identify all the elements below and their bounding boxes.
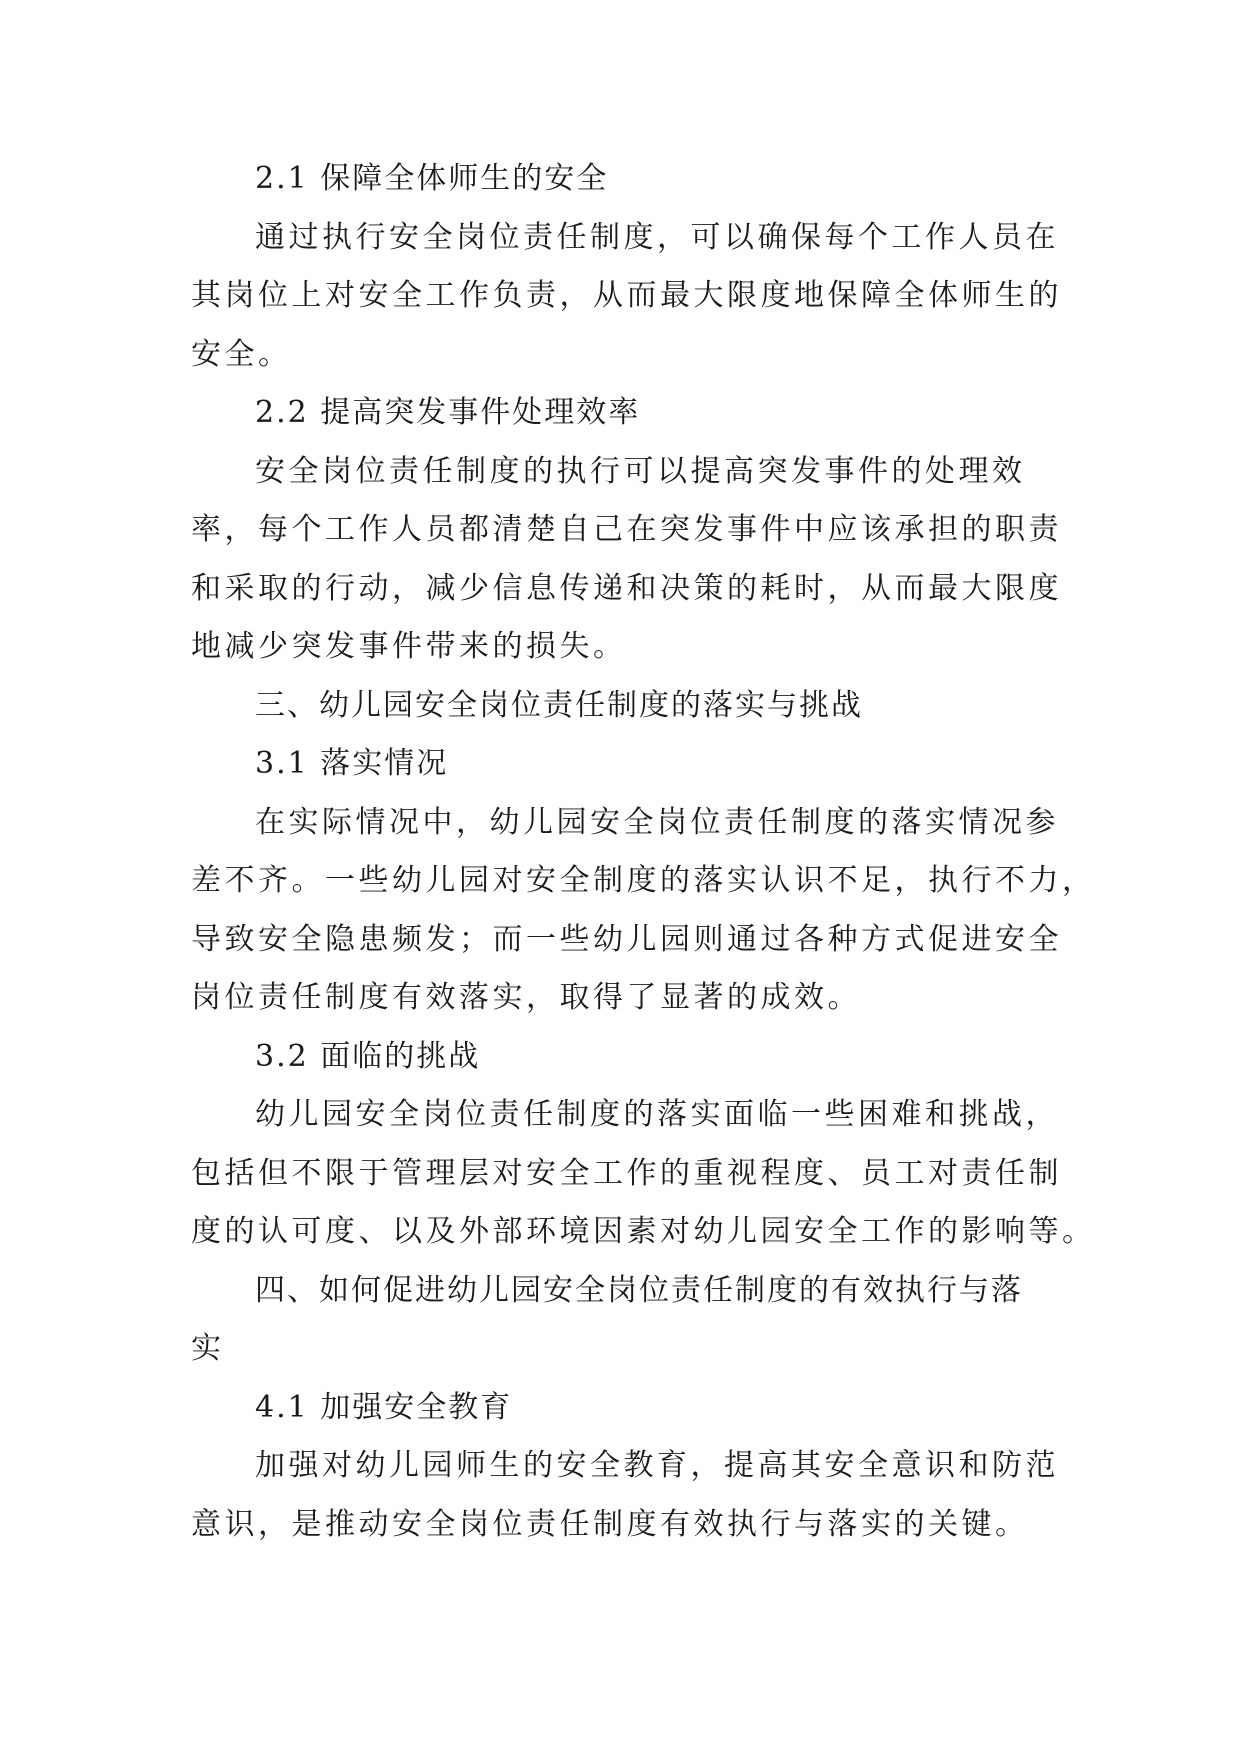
section-heading: 4.1 加强安全教育: [255, 1389, 513, 1425]
paragraph-line: 率，每个工作人员都清楚自己在突发事件中应该承担的职责: [191, 512, 1062, 547]
paragraph-line: 和采取的行动，减少信息传递和决策的耗时，从而最大限度: [191, 570, 1062, 606]
paragraph-line: 差不齐。一些幼儿园对安全制度的落实认识不足，执行不力，: [191, 863, 1096, 898]
paragraph-line: 安全岗位责任制度的执行可以提高突发事件的处理效: [255, 453, 1026, 489]
paragraph-line: 其岗位上对安全工作负责，从而最大限度地保障全体师生的: [191, 278, 1062, 313]
document-body: [191, 150, 1096, 1554]
paragraph-line: 岗位责任制度有效落实，取得了显著的成效。: [191, 980, 861, 1015]
paragraph-line: 在实际情况中，幼儿园安全岗位责任制度的落实情况参: [255, 804, 1059, 840]
section-heading: 2.2 提高突发事件处理效率: [255, 395, 641, 430]
section-heading: 3.1 落实情况: [255, 746, 449, 781]
paragraph-line: 实: [191, 1331, 225, 1366]
paragraph-line: 导致安全隐患频发；而一些幼儿园则通过各种方式促进安全: [191, 921, 1062, 957]
section-heading: 三、幼儿园安全岗位责任制度的落实与挑战: [255, 687, 863, 723]
paragraph-line: 安全。: [191, 336, 292, 372]
paragraph-line: 度的认可度、以及外部环境因素对幼儿园安全工作的影响等。: [191, 1214, 1096, 1249]
section-heading: 2.1 保障全体师生的安全: [255, 161, 609, 196]
paragraph-line: 地减少突发事件带来的损失。: [191, 629, 627, 664]
paragraph-line: 加强对幼儿园师生的安全教育，提高其安全意识和防范: [255, 1448, 1059, 1483]
paragraph-line: 幼儿园安全岗位责任制度的落实面临一些困难和挑战，: [255, 1097, 1059, 1132]
paragraph-line: 意识，是推动安全岗位责任制度有效执行与落实的关键。: [191, 1506, 1029, 1542]
section-heading: 四、如何促进幼儿园安全岗位责任制度的有效执行与落: [255, 1272, 1023, 1308]
paragraph-line: 通过执行安全岗位责任制度，可以确保每个工作人员在: [255, 219, 1059, 255]
paragraph-line: 包括但不限于管理层对安全工作的重视程度、员工对责任制: [191, 1155, 1062, 1191]
section-heading: 3.2 面临的挑战: [255, 1038, 481, 1074]
